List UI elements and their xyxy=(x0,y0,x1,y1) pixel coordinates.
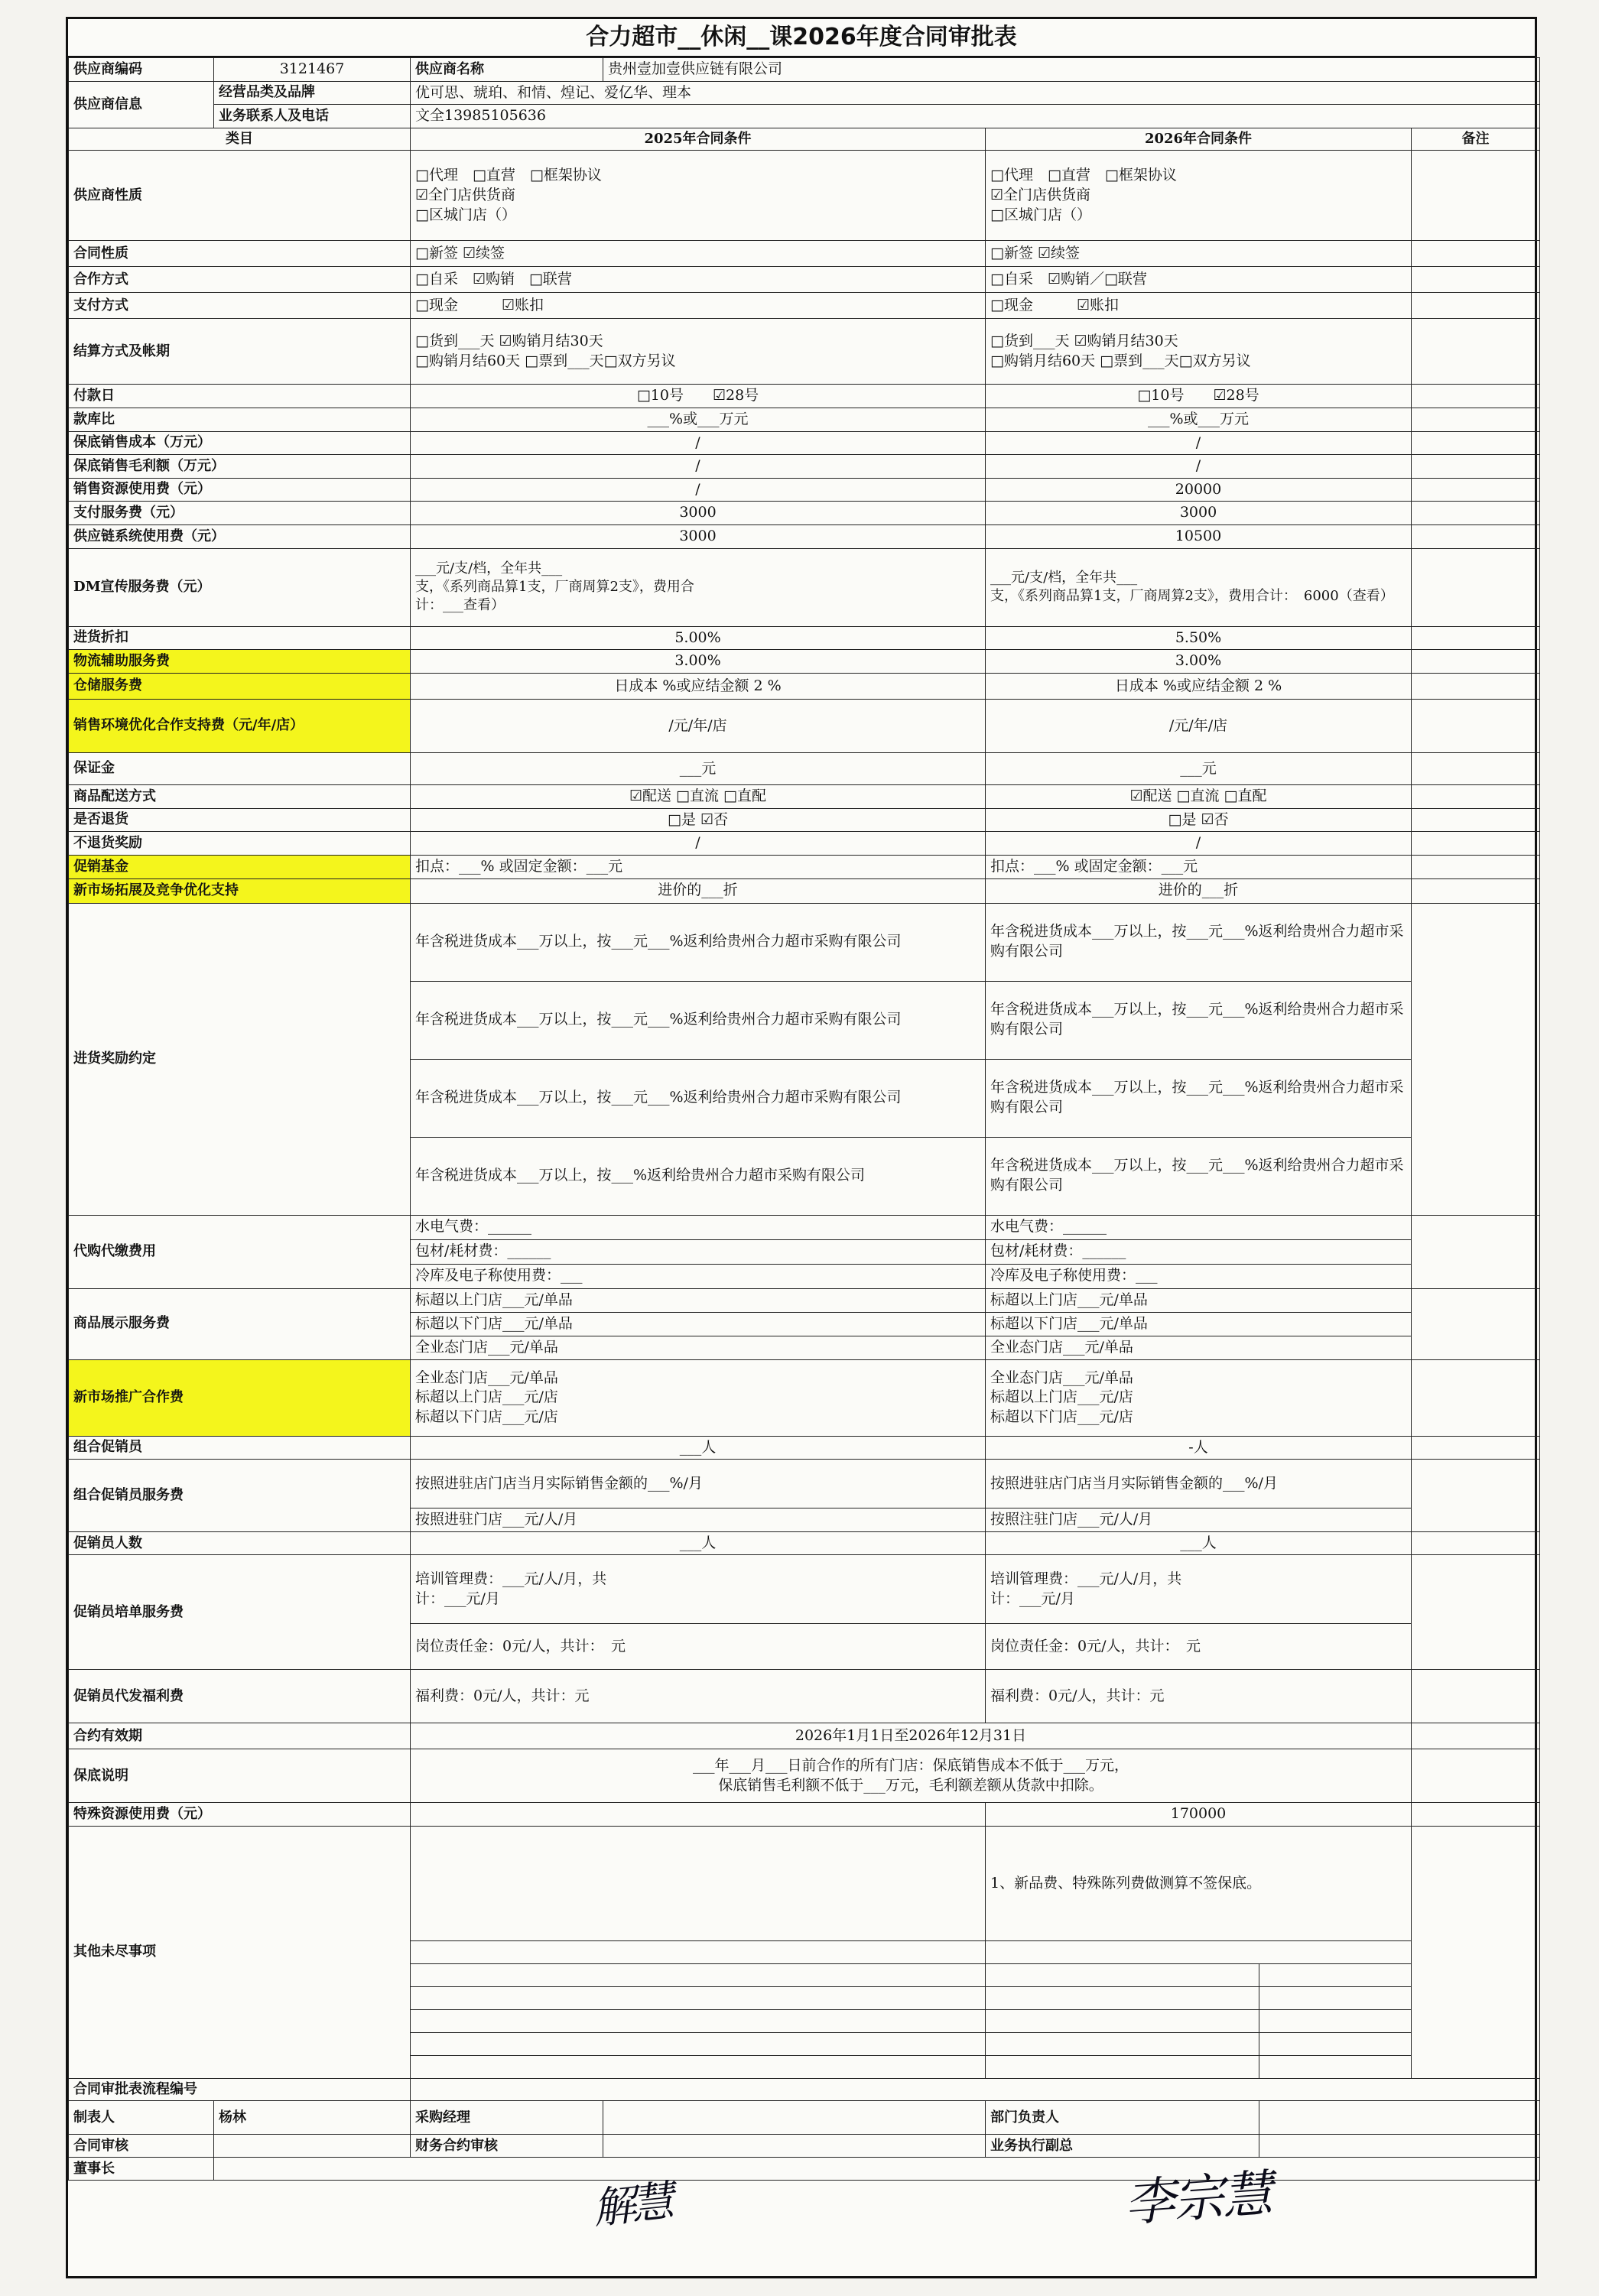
scm-2025: 3000 xyxy=(411,525,986,549)
row-label: 代购代缴费用 xyxy=(69,1215,411,1288)
coop-2025: □自采 ☑购销 □联营 xyxy=(411,267,986,293)
maker-name: 杨林 xyxy=(214,2101,411,2135)
row-label: 促销员培单服务费 xyxy=(69,1555,411,1670)
contact-label: 业务联系人及电话 xyxy=(214,105,411,128)
row-label: 促销员人数 xyxy=(69,1531,411,1555)
row-label: 不退货奖励 xyxy=(69,832,411,856)
other-2026: 1、新品费、特殊陈列费做测算不签保底。 xyxy=(986,1827,1412,1941)
chairman-value xyxy=(214,2158,1540,2181)
noreturn-2025: / xyxy=(411,832,986,856)
warehouse-2025: 日成本 %或应结金额 2 % xyxy=(411,673,986,699)
coop-2026: □自采 ☑购销／□联营 xyxy=(986,267,1412,293)
stock-2025: ___%或___万元 xyxy=(411,408,986,431)
review-value xyxy=(214,2135,411,2158)
row-label: 供应商性质 xyxy=(69,151,411,241)
resource-2025: / xyxy=(411,478,986,502)
other-2025 xyxy=(411,1827,986,1941)
pay-service-2025: 3000 xyxy=(411,502,986,525)
guar-cost-2026: / xyxy=(986,431,1412,455)
returns-2025: □是 ☑否 xyxy=(411,808,986,832)
contract-type-2025: □新签 ☑续签 xyxy=(411,241,986,267)
notes-cell xyxy=(1412,385,1540,408)
guar-cost-2025: / xyxy=(411,431,986,455)
group-fee-2026: 按照注驻门店___元/人/月 xyxy=(986,1508,1412,1532)
row-label: 特殊资源使用费（元） xyxy=(69,1803,411,1827)
delivery-2025: ☑配送 □直流 □直配 xyxy=(411,784,986,808)
blank-line xyxy=(411,1987,986,2010)
notes-cell xyxy=(1412,151,1540,241)
discount-2025: 5.00% xyxy=(411,626,986,650)
row-label: 促销员代发福利费 xyxy=(69,1670,411,1723)
dm-2025: ___元/支/档，全年共___ 支，《系列商品算1支，厂商周算2支》，费用合 计：___查看） xyxy=(411,548,986,626)
staff-count-2026: ___人 xyxy=(986,1531,1412,1555)
rebate-2026: 年含税进货成本___万以上，按___元___%返利给贵州合力超市采购有限公司 xyxy=(986,981,1412,1059)
notes-cell xyxy=(1412,650,1540,674)
rebate-2025: 年含税进货成本___万以上，按___元___%返利给贵州合力超市采购有限公司 xyxy=(411,981,986,1059)
welfare-2025: 福利费：0元/人，共计：元 xyxy=(411,1670,986,1723)
notes-cell xyxy=(1412,1531,1540,1555)
row-label: 新市场推广合作费 xyxy=(69,1359,411,1436)
notes-cell xyxy=(1412,1359,1540,1436)
notes-cell xyxy=(1412,1670,1540,1723)
finance-review-label: 财务合约审核 xyxy=(411,2135,603,2158)
special-2025 xyxy=(411,1803,986,1827)
proxy-2025: 水电气费：______ xyxy=(411,1215,986,1239)
dept-head-signature-cell xyxy=(1259,2101,1540,2135)
payday-2025: □10号 ☑28号 xyxy=(411,385,986,408)
new-market-2025: 进价的___折 xyxy=(411,878,986,903)
flow-number-label: 合同审批表流程编号 xyxy=(69,2079,411,2101)
purchase-manager-signature-cell xyxy=(603,2101,986,2135)
deposit-2026: ___元 xyxy=(986,752,1412,784)
env-2026: /元/年/店 xyxy=(986,699,1412,752)
notes-cell xyxy=(1412,1436,1540,1460)
supplier-code-label: 供应商编码 xyxy=(69,58,214,82)
dm-2026: ___元/支/档，全年共___ 支，《系列商品算1支，厂商周算2支》，费用合计： 6000（查看） xyxy=(986,548,1412,626)
stock-2026: ___%或___万元 xyxy=(986,408,1412,431)
review-label: 合同审核 xyxy=(69,2135,214,2158)
guar-margin-2026: / xyxy=(986,455,1412,479)
display-2026: 标超以上门店___元/单品 xyxy=(986,1288,1412,1312)
group-fee-2026: 按照进驻店门店当月实际销售金额的___%/月 xyxy=(986,1460,1412,1508)
blank-line xyxy=(1259,2010,1412,2033)
blank-line xyxy=(1259,2033,1412,2056)
blank-line xyxy=(411,2010,986,2033)
validity-value: 2026年1月1日至2026年12月31日 xyxy=(411,1723,1412,1749)
header-2025: 2025年合同条件 xyxy=(411,128,986,150)
row-label: 促销基金 xyxy=(69,855,411,878)
blank-line xyxy=(411,2033,986,2056)
rebate-2025: 年含税进货成本___万以上，按___元___%返利给贵州合力超市采购有限公司 xyxy=(411,1059,986,1137)
notes-cell xyxy=(1412,241,1540,267)
returns-2026: □是 ☑否 xyxy=(986,808,1412,832)
row-label: 支付方式 xyxy=(69,293,411,319)
nature-2026: □代理 □直营 □框架协议 ☑全门店供货商 □区城门店（） xyxy=(986,151,1412,241)
group-fee-2025: 按照进驻门店___元/人/月 xyxy=(411,1508,986,1532)
promo-coop-2025: 全业态门店___元/单品 标超以上门店___元/店 标超以下门店___元/店 xyxy=(411,1359,986,1436)
chairman-label: 董事长 xyxy=(69,2158,214,2181)
form-title: 合力超市__休闲__课2026年度合同审批表 xyxy=(68,19,1535,57)
row-label: 仓储服务费 xyxy=(69,673,411,699)
notes-cell xyxy=(1412,878,1540,903)
display-2025: 标超以上门店___元/单品 xyxy=(411,1288,986,1312)
blank-line xyxy=(1259,1987,1412,2010)
guarantee-value: ___年___月___日前合作的所有门店：保底销售成本不低于___万元， 保底销售毛利额不低于___万元，毛利额差额从货款中扣除。 xyxy=(411,1749,1412,1803)
welfare-2026: 福利费：0元/人，共计：元 xyxy=(986,1670,1412,1723)
discount-2026: 5.50% xyxy=(986,626,1412,650)
row-label: 合同性质 xyxy=(69,241,411,267)
logistics-2025: 3.00% xyxy=(411,650,986,674)
rebate-2025: 年含税进货成本___万以上，按___元___%返利给贵州合力超市采购有限公司 xyxy=(411,903,986,981)
notes-cell xyxy=(1412,808,1540,832)
env-2025: /元/年/店 xyxy=(411,699,986,752)
row-label: 销售资源使用费（元） xyxy=(69,478,411,502)
exec-vp-label: 业务执行副总 xyxy=(986,2135,1259,2158)
notes-cell xyxy=(1412,1749,1540,1803)
proxy-2025: 冷库及电子称使用费：___ xyxy=(411,1264,986,1288)
contract-approval-form xyxy=(66,17,1537,2278)
header-2026: 2026年合同条件 xyxy=(986,128,1412,150)
settle-2026: □货到___天 ☑购销月结30天 □购销月结60天 □票到___天□双方另议 xyxy=(986,319,1412,385)
notes-cell xyxy=(1412,455,1540,479)
row-label: 款库比 xyxy=(69,408,411,431)
form-table xyxy=(68,57,1540,2181)
training-2025: 岗位责任金：0元/人，共计： 元 xyxy=(411,1624,986,1670)
training-2025: 培训管理费：___元/人/月，共 计：___元/月 xyxy=(411,1555,986,1624)
header-category: 类目 xyxy=(69,128,411,150)
group-staff-2025: ___人 xyxy=(411,1436,986,1460)
row-label: 保底说明 xyxy=(69,1749,411,1803)
notes-cell xyxy=(1412,293,1540,319)
training-2026: 培训管理费：___元/人/月，共 计：___元/月 xyxy=(986,1555,1412,1624)
brands-label: 经营品类及品牌 xyxy=(214,81,411,105)
row-label: 商品配送方式 xyxy=(69,784,411,808)
deposit-2025: ___元 xyxy=(411,752,986,784)
row-label: 是否退货 xyxy=(69,808,411,832)
notes-cell xyxy=(1412,502,1540,525)
notes-cell xyxy=(1412,525,1540,549)
staff-count-2025: ___人 xyxy=(411,1531,986,1555)
display-2025: 标超以下门店___元/单品 xyxy=(411,1312,986,1336)
row-label: 商品展示服务费 xyxy=(69,1288,411,1359)
proxy-2026: 水电气费：______ xyxy=(986,1215,1412,1239)
display-2025: 全业态门店___元/单品 xyxy=(411,1336,986,1359)
settle-2025: □货到___天 ☑购销月结30天 □购销月结60天 □票到___天□双方另议 xyxy=(411,319,986,385)
notes-cell xyxy=(1412,1723,1540,1749)
notes-cell xyxy=(1412,1215,1540,1288)
row-label: 组合促销员 xyxy=(69,1436,411,1460)
blank-line xyxy=(411,2056,986,2079)
blank-line xyxy=(986,2056,1259,2079)
new-market-2026: 进价的___折 xyxy=(986,878,1412,903)
training-2026: 岗位责任金：0元/人，共计： 元 xyxy=(986,1624,1412,1670)
payday-2026: □10号 ☑28号 xyxy=(986,385,1412,408)
proxy-2025: 包材/耗材费：______ xyxy=(411,1239,986,1264)
row-label: 组合促销员服务费 xyxy=(69,1460,411,1532)
contract-type-2026: □新签 ☑续签 xyxy=(986,241,1412,267)
pay-service-2026: 3000 xyxy=(986,502,1412,525)
row-label: 合约有效期 xyxy=(69,1723,411,1749)
notes-cell xyxy=(1412,832,1540,856)
row-label: 供应链系统使用费（元） xyxy=(69,525,411,549)
rebate-2026: 年含税进货成本___万以上，按___元___%返利给贵州合力超市采购有限公司 xyxy=(986,1137,1412,1215)
maker-label: 制表人 xyxy=(69,2101,214,2135)
supplier-name-label: 供应商名称 xyxy=(411,58,603,82)
notes-cell xyxy=(1412,784,1540,808)
row-label: 结算方式及帐期 xyxy=(69,319,411,385)
notes-cell xyxy=(1412,752,1540,784)
flow-number-value xyxy=(411,2079,1540,2101)
proxy-2026: 冷库及电子称使用费：___ xyxy=(986,1264,1412,1288)
notes-cell xyxy=(1412,431,1540,455)
rebate-2026: 年含税进货成本___万以上，按___元___%返利给贵州合力超市采购有限公司 xyxy=(986,1059,1412,1137)
header-notes: 备注 xyxy=(1412,128,1540,150)
blank-line xyxy=(1259,1964,1412,1987)
supplier-name: 贵州壹加壹供应链有限公司 xyxy=(603,58,1540,82)
promo-fund-2026: 扣点：___% 或固定金额：___元 xyxy=(986,855,1412,878)
guar-margin-2025: / xyxy=(411,455,986,479)
promo-fund-2025: 扣点：___% 或固定金额：___元 xyxy=(411,855,986,878)
notes-cell xyxy=(1412,319,1540,385)
row-label: 付款日 xyxy=(69,385,411,408)
notes-cell xyxy=(1412,478,1540,502)
supplier-code: 3121467 xyxy=(214,58,411,82)
notes-cell xyxy=(1412,699,1540,752)
blank-line xyxy=(411,1964,986,1987)
notes-cell xyxy=(1412,1827,1540,2079)
row-label: 保底销售成本（万元） xyxy=(69,431,411,455)
blank-line xyxy=(986,2010,1259,2033)
notes-cell xyxy=(1412,626,1540,650)
row-label: 物流辅助服务费 xyxy=(69,650,411,674)
notes-cell xyxy=(1412,267,1540,293)
notes-cell xyxy=(1412,1555,1540,1670)
exec-vp-value xyxy=(1259,2135,1540,2158)
row-label: 保底销售毛利额（万元） xyxy=(69,455,411,479)
row-label: 进货奖励约定 xyxy=(69,903,411,1215)
blank-line xyxy=(411,1941,986,1964)
notes-cell xyxy=(1412,1460,1540,1532)
pay-2025: □现金 ☑账扣 xyxy=(411,293,986,319)
logistics-2026: 3.00% xyxy=(986,650,1412,674)
display-2026: 全业态门店___元/单品 xyxy=(986,1336,1412,1359)
row-label: 保证金 xyxy=(69,752,411,784)
purchase-manager-signature: 解慧 xyxy=(590,2176,672,2235)
delivery-2026: ☑配送 □直流 □直配 xyxy=(986,784,1412,808)
blank-line xyxy=(1259,2056,1412,2079)
notes-cell xyxy=(1412,903,1540,1215)
blank-line xyxy=(986,2033,1259,2056)
row-label: 新市场拓展及竞争优化支持 xyxy=(69,878,411,903)
row-label: 合作方式 xyxy=(69,267,411,293)
special-2026: 170000 xyxy=(986,1803,1412,1827)
rebate-2026: 年含税进货成本___万以上，按___元___%返利给贵州合力超市采购有限公司 xyxy=(986,903,1412,981)
notes-cell xyxy=(1412,1803,1540,1827)
supplier-info-label: 供应商信息 xyxy=(69,81,214,128)
pay-2026: □现金 ☑账扣 xyxy=(986,293,1412,319)
warehouse-2026: 日成本 %或应结金额 2 % xyxy=(986,673,1412,699)
resource-2026: 20000 xyxy=(986,478,1412,502)
blank-line xyxy=(986,1941,1412,1964)
dept-head-signature: 李宗慧 xyxy=(1122,2164,1273,2233)
row-label: 支付服务费（元） xyxy=(69,502,411,525)
blank-line xyxy=(986,1987,1259,2010)
rebate-2025: 年含税进货成本___万以上，按___%返利给贵州合力超市采购有限公司 xyxy=(411,1137,986,1215)
promo-coop-2026: 全业态门店___元/单品 标超以上门店___元/店 标超以下门店___元/店 xyxy=(986,1359,1412,1436)
noreturn-2026: / xyxy=(986,832,1412,856)
purchase-manager-label: 采购经理 xyxy=(411,2101,603,2135)
dept-head-label: 部门负责人 xyxy=(986,2101,1259,2135)
notes-cell xyxy=(1412,1288,1540,1359)
row-label: 其他未尽事项 xyxy=(69,1827,411,2079)
notes-cell xyxy=(1412,855,1540,878)
row-label: 销售环境优化合作支持费（元/年/店） xyxy=(69,699,411,752)
row-label: 进货折扣 xyxy=(69,626,411,650)
notes-cell xyxy=(1412,673,1540,699)
nature-2025: □代理 □直营 □框架协议 ☑全门店供货商 □区城门店（） xyxy=(411,151,986,241)
contact-value: 文全13985105636 xyxy=(411,105,1540,128)
blank-line xyxy=(986,1964,1259,1987)
group-staff-2026: -人 xyxy=(986,1436,1412,1460)
group-fee-2025: 按照进驻店门店当月实际销售金额的___%/月 xyxy=(411,1460,986,1508)
notes-cell xyxy=(1412,408,1540,431)
finance-review-value xyxy=(603,2135,986,2158)
row-label: DM宣传服务费（元） xyxy=(69,548,411,626)
brands-value: 优可思、琥珀、和情、煌记、爱亿华、理本 xyxy=(411,81,1540,105)
notes-cell xyxy=(1412,548,1540,626)
scm-2026: 10500 xyxy=(986,525,1412,549)
proxy-2026: 包材/耗材费：______ xyxy=(986,1239,1412,1264)
display-2026: 标超以下门店___元/单品 xyxy=(986,1312,1412,1336)
